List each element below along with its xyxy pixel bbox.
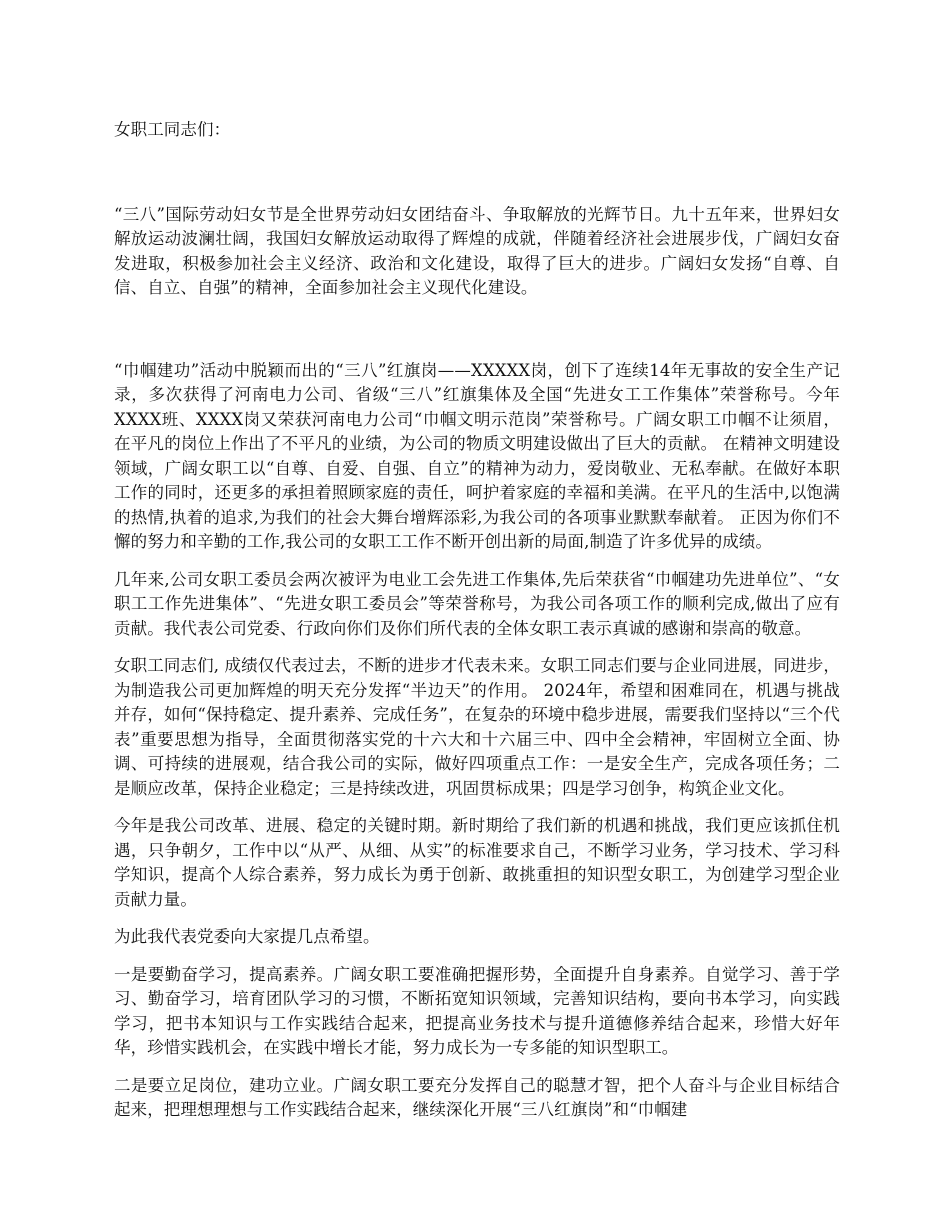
paragraph-4: 女职工同志们, 成绩仅代表过去，不断的进步才代表未来。女职工同志们要与企业同进展，同进步，为制造我公司更加辉煌的明天充分发挥“半边天”的作用。 2024年，希望和困难同在，机遇与挑战并存，如何“保持稳定、提升素养、完成任务”，在复杂的环境中稳步进展，需要我们坚持以“三个代表”重要思想为指导，全面贯彻落实党的十六大和十六届三中、四中全会精神，牢固树立全面、协调、可持续的进展观，结合我公司的实际，做好四项重点工作：一是安全生产，完成各项任务；二是顺应改革，保持企业稳定；三是持续改进，巩固贯标成果；四是学习创争，构筑企业文化。: [114, 656, 840, 798]
paragraph-2: “巾帼建功”活动中脱颖而出的“三八”红旗岗——XXXXX岗，创下了连续14年无事故的安全生产记录，多次获得了河南电力公司、省级“三八”红旗集体及全国“先进女工工作集体”荣誉称号。今年XXXX班、XXXX岗又荣获河南电力公司“巾帼文明示范岗”荣誉称号。广阔女职工巾帼不让须眉，在平凡的岗位上作出了不平凡的业绩，为公司的物质文明建设做出了巨大的贡献。 在精神文明建设领域，广阔女职工以“自尊、自爱、自强、自立”的精神为动力，爱岗敬业、无私奉献。在做好本职工作的同时，还更多的承担着照顾家庭的责任，呵护着家庭的幸福和美满。在平凡的生活中,以饱满的热情,执着的追求,为我们的社会大舞台增辉添彩,为我公司的各项事业默默奉献着。 正因为你们不懈的努力和辛勤的工作,我公司的女职工工作不断开创出新的局面,制造了许多优异的成绩。: [114, 360, 840, 551]
paragraph-3: 几年来,公司女职工委员会两次被评为电业工会先进工作集体,先后荣获省“巾帼建功先进单位”、“女职工工作先进集体”、“先进女职工委员会”等荣誉称号，为我公司各项工作的顺利完成,做出了应有贡献。我代表公司党委、行政向你们及你们所代表的全体女职工表示真诚的感谢和崇高的敬意。: [114, 569, 840, 638]
salutation: 女职工同志们：: [114, 120, 231, 139]
paragraph-1: “三八”国际劳动妇女节是全世界劳动妇女团结奋斗、争取解放的光辉节日。九十五年来，世界妇女解放运动波澜壮阔，我国妇女解放运动取得了辉煌的成就，伴随着经济社会进展步伐，广阔妇女奋发进取，积极参加社会主义经济、政治和文化建设，取得了巨大的进步。广阔妇女发扬“自尊、自信、自立、自强”的精神，全面参加社会主义现代化建设。: [114, 204, 840, 297]
document-page: [114, 118, 840, 1136]
paragraph-7: 一是要勤奋学习，提高素养。广阔女职工要准确把握形势，全面提升自身素养。自觉学习、善于学习、勤奋学习，培育团队学习的习惯，不断拓宽知识领域，完善知识结构，要向书本学习，向实践学习，把书本知识与工作实践结合起来，把提高业务技术与提升道德修养结合起来，珍惜大好年华，珍惜实践机会，在实践中增长才能，努力成长为一专多能的知识型职工。: [114, 964, 840, 1057]
paragraph-8: 二是要立足岗位，建功立业。广阔女职工要充分发挥自己的聪慧才智，把个人奋斗与企业目标结合起来，把理想理想与工作实践结合起来，继续深化开展“三八红旗岗”和“巾帼建: [114, 1075, 840, 1119]
paragraph-5: 今年是我公司改革、进展、稳定的关键时期。新时期给了我们新的机遇和挑战，我们更应该抓住机遇，只争朝夕，工作中以“从严、从细、从实”的标准要求自己，不断学习业务，学习技术、学习科学知识，提高个人综合素养，努力成长为勇于创新、敢挑重担的知识型女职工，为创建学习型企业贡献力量。: [114, 816, 840, 909]
paragraph-6: 为此我代表党委向大家提几点希望。: [114, 927, 380, 946]
